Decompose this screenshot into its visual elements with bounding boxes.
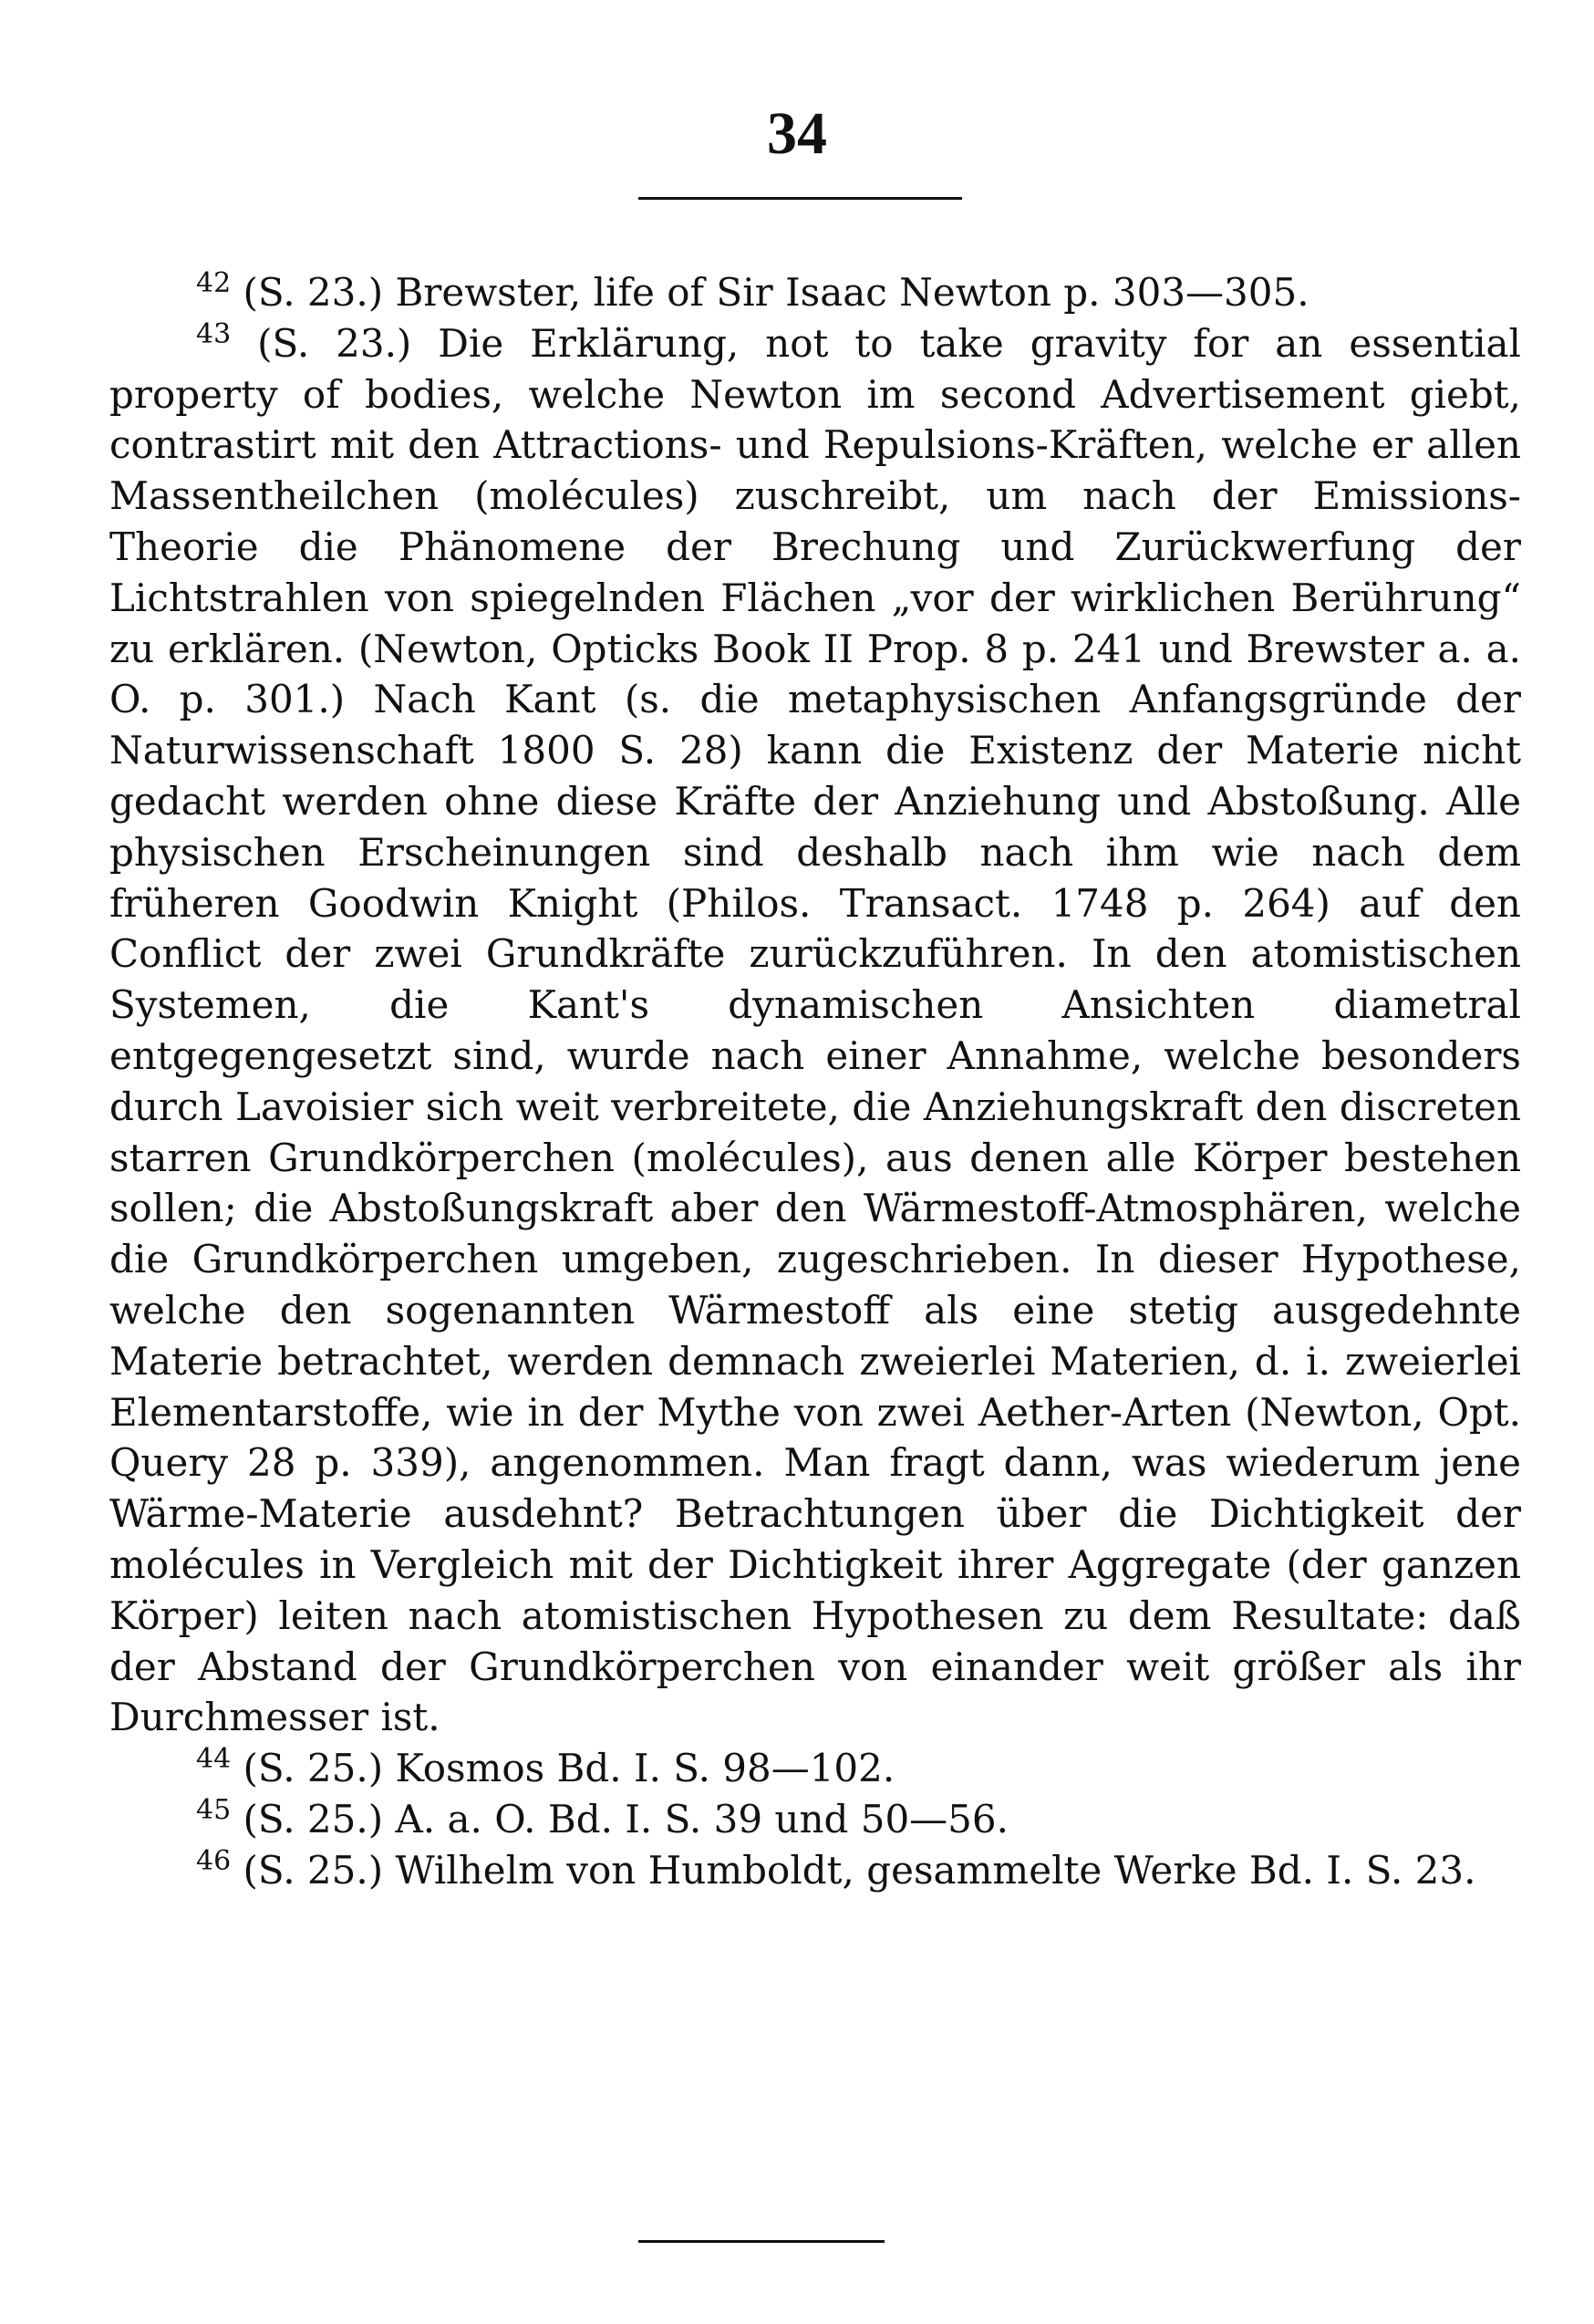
footer-rule — [638, 2240, 885, 2243]
footnote-text: (S. 23.) Brewster, life of Sir Isaac Newton p. 303—305. — [243, 270, 1309, 315]
footnote-text: (S. 23.) Die Erklärung, not to take gravity for an essential property of bodies, welche Newton im second Advertisement giebt, contrastirt mit den Attractions- und Repulsions-Kräften, welche er allen Massentheilchen (molécules) zuschreibt, um nach der Emissions-Theorie die Phänomene der Brechung und Zurückwerfung der Lichtstrahlen von spiegelnden Flächen „vor der wirklichen Berührung“ zu erklären. (Newton, Opticks Book II Prop. 8 p. 241 und Brewster a. a. O. p. 301.) Nach Kant (s. die metaphysischen Anfangsgründe der Naturwissenschaft 1800 S. 28) kann die Existenz der Materie nicht gedacht werden ohne diese Kräfte der Anziehung und Abstoßung. Alle physischen Erscheinungen sind deshalb nach ihm wie nach dem früheren Goodwin Knight (Philos. Transact. 1748 p. 264) auf den Conflict der zwei Grundkräfte zurückzuführen. In den atomistischen Systemen, die Kant's dynamischen Ansichten diametral entgegengesetzt sind, wurde nach einer Annahme, welche besonders durch Lavoisier sich weit verbreitete, die Anziehungskraft den discreten starren Grundkörperchen (molécules), aus denen alle Körper bestehen sollen; die Abstoßungskraft aber den Wärmestoff-Atmosphären, welche die Grundkörperchen umgeben, zugeschrieben. In dieser Hypothese, welche den sogenannten Wärmestoff als eine stetig ausgedehnte Materie betrachtet, werden demnach zweierlei Materien, d. i. zweierlei Elementarstoffe, wie in der Mythe von zwei Aether-Arten (Newton, Opt. Query 28 p. 339), angenommen. Man fragt dann, was wiederum jene Wärme-Materie ausdehnt? Betrachtungen über die Dichtigkeit der molécules in Vergleich mit der Dichtigkeit ihrer Aggregate (der ganzen Körper) leiten nach atomistischen Hypothesen zu dem Resultate: daß der Abstand der Grundkörperchen von einander weit größer als ihr Durchmesser ist. — [109, 320, 1521, 1740]
footnote-43 — [109, 318, 1521, 1743]
footnote-number: 44 — [196, 1743, 232, 1776]
footnote-text: (S. 25.) A. a. O. Bd. I. S. 39 und 50—56. — [243, 1796, 1009, 1842]
footnote-42 — [109, 267, 1521, 318]
footnote-44 — [109, 1743, 1521, 1794]
footnote-number: 42 — [196, 267, 232, 299]
footnote-number: 43 — [196, 317, 232, 350]
footnote-46 — [109, 1845, 1521, 1896]
footnotes-block — [109, 267, 1521, 1896]
footnote-number: 46 — [196, 1844, 232, 1877]
footnote-45 — [109, 1794, 1521, 1845]
header-rule — [638, 197, 962, 200]
footnote-number: 45 — [196, 1793, 232, 1826]
footnote-text: (S. 25.) Kosmos Bd. I. S. 98—102. — [243, 1746, 895, 1791]
page-number: 34 — [767, 100, 827, 167]
footnote-text: (S. 25.) Wilhelm von Humboldt, gesammelte Werke Bd. I. S. 23. — [243, 1847, 1476, 1893]
